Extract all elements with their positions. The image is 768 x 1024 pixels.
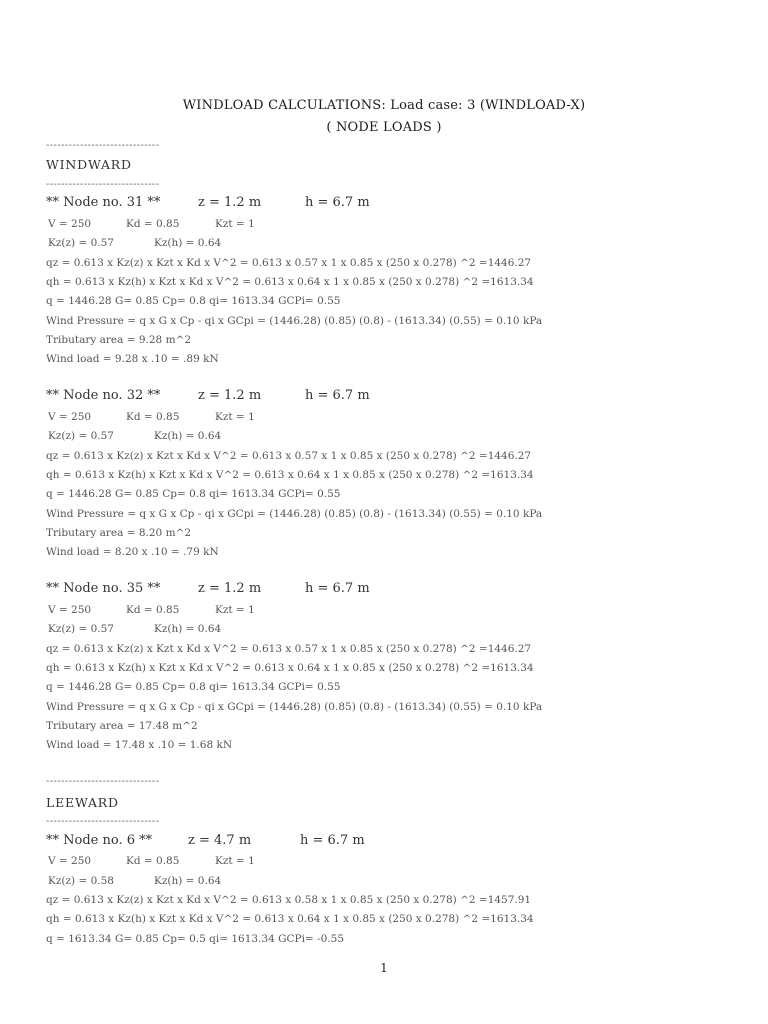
node-tributary-area: Tributary area = 17.48 m^2 [46,720,198,732]
node-qh: qh = 0.613 x Kz(h) x Kzt x Kd x V^2 = 0.613 x 0.64 x 1 x 0.85 x (250 x 0.278) ^2 =1613.34 [46,276,534,288]
node-z: z = 1.2 m [198,581,262,596]
separator-line: ------------------------------ [46,816,160,827]
node-qh: qh = 0.613 x Kz(h) x Kzt x Kd x V^2 = 0.613 x 0.64 x 1 x 0.85 x (250 x 0.278) ^2 =1613.34 [46,469,534,481]
node-header: ** Node no. 6 ** [46,833,153,848]
node-h: h = 6.7 m [300,833,365,848]
node-params: q = 1446.28 G= 0.85 Cp= 0.8 qi= 1613.34 GCPi= 0.55 [46,295,341,307]
node-params: q = 1446.28 G= 0.85 Cp= 0.8 qi= 1613.34 GCPi= 0.55 [46,681,341,693]
node-pressure: Wind Pressure = q x G x Cp - qi x GCpi = (1446.28) (0.85) (0.8) - (1613.34) (0.55) = 0.10 kPa [46,508,543,520]
node-kd: Kd = 0.85 [126,855,180,867]
node-kzz: Kz(z) = 0.57 [48,430,114,442]
node-z: z = 1.2 m [198,388,262,403]
node-header: ** Node no. 32 ** [46,388,161,403]
node-kzz: Kz(z) = 0.57 [48,237,114,249]
node-kzz: Kz(z) = 0.57 [48,623,114,635]
node-qh: qh = 0.613 x Kz(h) x Kzt x Kd x V^2 = 0.613 x 0.64 x 1 x 0.85 x (250 x 0.278) ^2 =1613.34 [46,662,534,674]
node-params: q = 1613.34 G= 0.85 Cp= 0.5 qi= 1613.34 GCPi= -0.55 [46,933,344,945]
separator-line: ------------------------------ [46,776,160,787]
node-v: V = 250 [48,411,92,423]
node-v: V = 250 [48,855,92,867]
section-heading-windward: WINDWARD [46,157,132,172]
node-wind-load: Wind load = 17.48 x .10 = 1.68 kN [46,739,233,751]
node-qz: qz = 0.613 x Kz(z) x Kzt x Kd x V^2 = 0.613 x 0.57 x 1 x 0.85 x (250 x 0.278) ^2 =1446.27 [46,257,532,269]
node-kzt: Kzt = 1 [215,604,255,616]
node-kzz: Kz(z) = 0.58 [48,875,114,887]
node-kzh: Kz(h) = 0.64 [154,623,222,635]
node-v: V = 250 [48,218,92,230]
node-h: h = 6.7 m [305,388,370,403]
node-kzt: Kzt = 1 [215,218,255,230]
node-z: z = 4.7 m [188,833,252,848]
node-qh: qh = 0.613 x Kz(h) x Kzt x Kd x V^2 = 0.613 x 0.64 x 1 x 0.85 x (250 x 0.278) ^2 =1613.34 [46,913,534,925]
section-heading-leeward: LEEWARD [46,795,119,810]
node-kd: Kd = 0.85 [126,218,180,230]
node-wind-load: Wind load = 9.28 x .10 = .89 kN [46,353,219,365]
node-kzh: Kz(h) = 0.64 [154,875,222,887]
node-pressure: Wind Pressure = q x G x Cp - qi x GCpi = (1446.28) (0.85) (0.8) - (1613.34) (0.55) = 0.10 kPa [46,315,543,327]
node-qz: qz = 0.613 x Kz(z) x Kzt x Kd x V^2 = 0.613 x 0.58 x 1 x 0.85 x (250 x 0.278) ^2 =1457.91 [46,894,532,906]
page-number: 1 [380,961,388,975]
node-kzh: Kz(h) = 0.64 [154,430,222,442]
node-qz: qz = 0.613 x Kz(z) x Kzt x Kd x V^2 = 0.613 x 0.57 x 1 x 0.85 x (250 x 0.278) ^2 =1446.27 [46,643,532,655]
node-z: z = 1.2 m [198,195,262,210]
node-kd: Kd = 0.85 [126,604,180,616]
node-tributary-area: Tributary area = 8.20 m^2 [46,527,192,539]
node-tributary-area: Tributary area = 9.28 m^2 [46,334,192,346]
separator-line: ------------------------------ [46,140,160,151]
node-header: ** Node no. 31 ** [46,195,161,210]
node-params: q = 1446.28 G= 0.85 Cp= 0.8 qi= 1613.34 GCPi= 0.55 [46,488,341,500]
node-qz: qz = 0.613 x Kz(z) x Kzt x Kd x V^2 = 0.613 x 0.57 x 1 x 0.85 x (250 x 0.278) ^2 =1446.27 [46,450,532,462]
node-header: ** Node no. 35 ** [46,581,161,596]
node-h: h = 6.7 m [305,581,370,596]
node-v: V = 250 [48,604,92,616]
separator-line: ------------------------------ [46,179,160,190]
document-subtitle: ( NODE LOADS ) [326,120,442,135]
document-title: WINDLOAD CALCULATIONS: Load case: 3 (WINDLOAD-X) [182,98,586,113]
node-kd: Kd = 0.85 [126,411,180,423]
node-kzt: Kzt = 1 [215,411,255,423]
node-pressure: Wind Pressure = q x G x Cp - qi x GCpi = (1446.28) (0.85) (0.8) - (1613.34) (0.55) = 0.10 kPa [46,701,543,713]
node-wind-load: Wind load = 8.20 x .10 = .79 kN [46,546,219,558]
node-h: h = 6.7 m [305,195,370,210]
node-kzt: Kzt = 1 [215,855,255,867]
node-kzh: Kz(h) = 0.64 [154,237,222,249]
